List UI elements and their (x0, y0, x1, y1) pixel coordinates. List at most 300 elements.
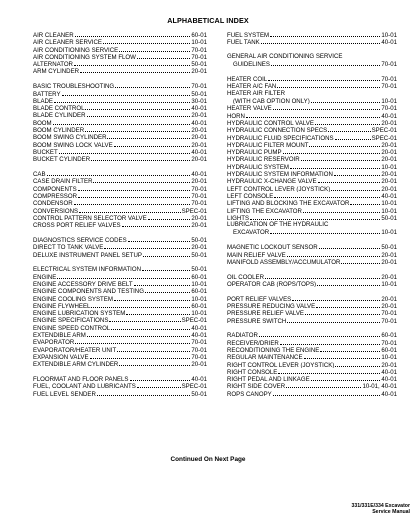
index-entry[interactable] (33, 155, 207, 162)
index-entry-page: 50-01 (191, 251, 207, 258)
dot-leader (311, 97, 381, 103)
dot-leader (335, 134, 371, 140)
index-entry[interactable] (33, 192, 207, 199)
index-entry-name: BOOM (33, 119, 52, 127)
index-entry[interactable] (227, 207, 397, 214)
index-entry[interactable] (33, 207, 207, 214)
index-entry-name: RIGHT PEDAL AND LINKAGE (227, 376, 310, 383)
index-entry-name: HYDRAULIC RESERVOIR (227, 156, 300, 163)
index-entry-page: 40-01 (381, 112, 397, 119)
dot-leader (278, 368, 380, 374)
index-entry-name: FUEL, COOLANT AND LUBRICANTS (33, 383, 136, 390)
index-entry[interactable] (227, 258, 397, 265)
index-entry-page: 40-01 (191, 171, 207, 178)
dot-leader (305, 309, 380, 315)
index-entry[interactable] (227, 331, 397, 338)
index-entry-name: ENGINE FLYWHEEL (33, 302, 91, 310)
index-entry[interactable] (33, 126, 207, 133)
index-entry-page: 20-01 (381, 149, 397, 156)
index-entry[interactable] (227, 339, 397, 346)
section-gap (33, 75, 207, 83)
index-entry-name: GUIDELINES (233, 61, 270, 68)
dot-leader (93, 177, 190, 183)
index-entry-name: MAIN RELIEF VALVE (227, 251, 286, 258)
index-entry[interactable] (227, 382, 397, 389)
index-entry[interactable] (33, 316, 207, 323)
index-entry-page: 70-01 (191, 46, 207, 53)
index-entry-page: 60-01 (191, 288, 207, 295)
index-entry[interactable] (33, 97, 207, 104)
index-entry-page: 20-01 (381, 361, 397, 368)
section-gap (227, 265, 397, 273)
index-entry-page: 70-01 (191, 185, 207, 192)
dot-leader (316, 302, 380, 308)
index-entry-page: 70-01 (191, 83, 207, 90)
index-entry[interactable] (33, 382, 207, 389)
dot-leader (111, 324, 190, 330)
index-entry[interactable] (33, 38, 207, 45)
dot-leader (74, 199, 191, 205)
dot-leader (119, 360, 190, 366)
index-entry-name: BATTERY (33, 90, 61, 97)
index-entry-name: MANIFOLD ASSEMBLY/ACCUMULATOR (227, 258, 341, 266)
dot-leader (309, 141, 380, 147)
index-entry-name: PRESSURE SWITCH (227, 317, 287, 324)
dot-leader (318, 177, 381, 183)
index-entry-page: SPEC-01 (371, 134, 397, 141)
index-entry[interactable] (33, 338, 207, 345)
dot-leader (75, 31, 191, 37)
dot-leader (273, 104, 381, 110)
page-title: ALPHABETICAL INDEX (167, 16, 249, 25)
index-entry-page: 20-01 (381, 119, 397, 127)
index-entry[interactable] (33, 295, 207, 302)
index-entry-page: 70-01 (191, 339, 207, 346)
index-entry[interactable] (33, 375, 207, 382)
dot-leader (62, 90, 191, 96)
dot-leader (329, 221, 396, 226)
index-entry-name: CONDENSOR (33, 200, 73, 207)
dot-leader (80, 67, 190, 73)
index-entry[interactable] (33, 141, 207, 148)
index-entry[interactable] (33, 82, 207, 89)
index-entry-name: ENGINE COOLING SYSTEM (33, 295, 113, 302)
index-entry[interactable] (33, 46, 207, 53)
dot-leader (270, 228, 380, 234)
index-entry-name: HYDRAULIC SYSTEM (227, 163, 289, 171)
index-entry-page: 50-01 (191, 390, 207, 397)
dot-leader (114, 141, 191, 147)
index-entry-name: LIFTING AND BLOCKING THE EXCAVATOR (227, 200, 350, 207)
index-entry[interactable] (227, 317, 397, 324)
index-entry[interactable] (227, 273, 397, 280)
index-entry[interactable] (227, 60, 397, 67)
dot-leader (334, 170, 381, 176)
index-entry[interactable] (33, 236, 207, 243)
index-entry-name: DIAGNOSTICS SERVICE CODES (33, 236, 127, 244)
index-entry[interactable] (33, 360, 207, 367)
index-entry-name: RIGHT CONTROL LEVER (JOYSTICK) (227, 361, 335, 368)
dot-leader (273, 390, 381, 396)
index-entry-name: FLOORMAT AND FLOOR PANELS (33, 375, 129, 383)
index-entry-name: EXTENDIBLE ARM CYLINDER (33, 361, 119, 368)
index-entry[interactable] (33, 214, 207, 221)
index-entry-name: RIGHT SIDE COVER (227, 383, 286, 390)
index-entry[interactable] (227, 31, 397, 38)
index-entry-name: HEATER VALVE (227, 105, 272, 112)
index-entry-name: EVAPORATOR (33, 339, 75, 346)
dot-leader (290, 163, 380, 169)
index-entry-name: ALTERNATOR (33, 61, 73, 68)
index-entry-page: 60-01 (191, 273, 207, 280)
index-entry-page: 20-01 (191, 222, 207, 229)
index-entry[interactable] (227, 97, 397, 104)
index-entry-page: 70-01 (191, 200, 207, 207)
index-entry-page: 20-01 (191, 361, 207, 368)
index-entry[interactable] (227, 309, 397, 316)
index-entry-name: BLADE (33, 97, 53, 105)
dot-leader (137, 53, 190, 59)
index-entry-page: 50-01 (191, 266, 207, 273)
index-entry-page: 40-01 (381, 376, 397, 383)
index-entry-name: ENGINE (33, 273, 57, 280)
dot-leader (259, 331, 380, 337)
index-entry-page: 20-01 (381, 171, 397, 178)
index-entry-name: HYDRAULIC CONNECTION SPECS (227, 127, 328, 134)
index-entry[interactable] (227, 53, 397, 60)
dot-leader (250, 214, 380, 220)
continued-note: Continued On Next Page (170, 456, 246, 463)
index-entry[interactable] (227, 228, 397, 235)
index-entry-name: BOOM CYLINDER (33, 127, 85, 134)
index-entry-page: 10-01, 40-01 (362, 383, 397, 390)
index-entry-name: PRESSURE REDUCING VALVE (227, 303, 316, 310)
dot-leader (311, 375, 381, 381)
index-entry[interactable] (33, 177, 207, 184)
index-entry[interactable] (227, 75, 397, 82)
index-entry-page: 40-01 (381, 39, 397, 46)
index-entry[interactable] (227, 368, 397, 375)
index-entry-page: 70-01 (381, 310, 397, 317)
index-entry-page: 20-01 (191, 127, 207, 134)
index-entry-page: 70-01 (191, 53, 207, 61)
index-entry-page: 10-01 (191, 280, 207, 288)
index-entry-name: EVAPORATOR/HEATER UNIT (33, 346, 117, 353)
dot-leader (274, 192, 380, 198)
index-entry-page: 20-01 (381, 258, 397, 266)
index-entry-page: SPEC-01 (181, 383, 207, 390)
index-entry-name: ROPS CANOPY (227, 390, 272, 398)
index-entry-page: 20-01 (191, 244, 207, 251)
index-entry-page: 40-01 (191, 105, 207, 112)
index-entry-page: 10-01 (381, 98, 397, 105)
index-entry[interactable] (33, 170, 207, 177)
index-entry[interactable] (33, 90, 207, 97)
dot-leader (91, 302, 190, 308)
index-entry[interactable] (33, 243, 207, 250)
index-entry-name: HEATER COIL (227, 76, 268, 83)
index-entry[interactable] (227, 221, 397, 228)
dot-leader (122, 221, 191, 227)
index-entry-page: 20-01 (191, 141, 207, 148)
index-entry-name: HYDRAULIC FILTER MOUNT (227, 141, 309, 149)
index-entry-page: 20-01 (381, 178, 397, 185)
index-entry[interactable] (227, 346, 397, 353)
index-entry-name: BLADE CYLINDER (33, 112, 86, 119)
index-entry-page: 10-01 (381, 200, 397, 207)
dot-leader (109, 316, 180, 322)
index-entry-name: LEFT CONSOLE (227, 192, 274, 200)
dot-leader (47, 170, 191, 176)
index-entry-name: PORT RELIEF VALVES (227, 295, 292, 302)
dot-leader (283, 148, 381, 154)
dot-leader (287, 251, 381, 257)
index-entry-name: HYDRAULIC CONTROL VALVE (227, 119, 314, 127)
index-entry-name: CAB (33, 171, 46, 178)
index-entry[interactable] (33, 353, 207, 360)
index-entry-name: RECONDITIONING THE ENGINE (227, 346, 320, 354)
index-entry-page: 10-01 (381, 207, 397, 214)
dot-leader (270, 31, 380, 37)
dot-leader (54, 97, 190, 103)
index-entry-name: LUBRICATION OF THE HYDRAULIC (227, 221, 329, 229)
index-entry-page: SPEC-01 (181, 207, 207, 214)
index-entry[interactable] (33, 119, 207, 126)
dot-leader (97, 390, 191, 396)
index-entry[interactable] (227, 170, 397, 177)
dot-leader (91, 155, 190, 161)
index-entry-name: LIGHTS (227, 214, 250, 222)
index-entry[interactable] (227, 148, 397, 155)
dot-leader (53, 119, 191, 125)
index-entry-name: COMPONENTS (33, 185, 77, 192)
index-entry-name: GENERAL AIR CONDITIONING SERVICE (227, 53, 343, 61)
index-entry[interactable] (33, 148, 207, 155)
dot-leader (280, 339, 381, 345)
index-entry[interactable] (33, 324, 207, 331)
index-entry[interactable] (33, 265, 207, 272)
index-entry[interactable] (33, 67, 207, 74)
index-entry-name: COMPRESSOR (33, 192, 78, 200)
index-entry-name: RIGHT CONSOLE (227, 368, 278, 376)
index-entry[interactable] (33, 251, 207, 258)
index-entry[interactable] (227, 214, 397, 221)
index-entry-name: REGULAR MAINTENANCE (227, 354, 303, 361)
index-entry-page: 10-01 (381, 229, 397, 236)
index-entry-name: HEATER A/C FAN (227, 83, 277, 90)
index-entry-page: 70-01 (381, 339, 397, 346)
index-entry[interactable] (227, 104, 397, 111)
index-entry[interactable] (227, 119, 397, 126)
dot-leader (341, 258, 380, 264)
section-gap (33, 367, 207, 375)
dot-leader (317, 280, 380, 286)
index-entry[interactable] (33, 280, 207, 287)
index-entry[interactable] (33, 331, 207, 338)
index-entry[interactable] (33, 133, 207, 140)
dot-leader (137, 382, 181, 388)
index-entry-page: 50-01 (381, 244, 397, 251)
index-entry-name: ENGINE LUBRICATION SYSTEM (33, 310, 126, 317)
index-entry[interactable] (33, 185, 207, 192)
index-entry-page: 50-01 (191, 90, 207, 97)
index-entry-page: 40-01 (191, 148, 207, 156)
index-entry[interactable] (227, 280, 397, 287)
index-entry[interactable] (33, 346, 207, 353)
dot-leader (57, 273, 190, 279)
index-entry-name: ENGINE ACCESSORY DRIVE BELT (33, 280, 133, 288)
dot-leader (142, 265, 190, 271)
index-entry-name: EXTENDIBLE ARM (33, 331, 86, 339)
index-entry-name: BASIC TROUBLESHOOTING (33, 83, 115, 90)
index-entry-page: 70-01 (381, 105, 397, 112)
index-entry[interactable] (227, 302, 397, 309)
dot-leader (261, 38, 381, 44)
index-entry[interactable] (33, 199, 207, 206)
index-entry-page: 20-01 (381, 141, 397, 149)
index-entry[interactable] (33, 104, 207, 111)
index-entry-page: 70-01 (381, 61, 397, 68)
index-entry-page: 60-01 (381, 332, 397, 339)
index-entry[interactable] (227, 243, 397, 250)
dot-leader (85, 104, 190, 110)
index-entry-page: 20-01 (191, 134, 207, 141)
index-entry[interactable] (227, 295, 397, 302)
index-entry-page: 40-01 (381, 390, 397, 398)
index-entry-page: 20-01 (381, 156, 397, 163)
dot-leader (320, 346, 380, 352)
index-entry-name: RECEIVER/DRIER (227, 339, 279, 346)
dot-leader (79, 207, 181, 213)
index-entry-name: HEATER AIR FILTER (227, 89, 286, 97)
index-entry[interactable] (33, 60, 207, 67)
section-gap (33, 228, 207, 236)
index-entry[interactable] (33, 31, 207, 38)
dot-leader (145, 287, 190, 293)
index-entry-page: 20-01 (191, 68, 207, 75)
index-entry-page: 70-01 (191, 192, 207, 200)
index-entry-page: 10-01 (191, 310, 207, 317)
index-entry-page: 60-01 (191, 302, 207, 310)
dot-leader (117, 346, 190, 352)
index-entry[interactable] (33, 309, 207, 316)
index-entry-name: AIR CLEANER (33, 32, 74, 39)
index-entry[interactable] (227, 112, 397, 119)
index-entry[interactable] (33, 390, 207, 397)
dot-leader (104, 243, 190, 249)
dot-leader (148, 214, 191, 220)
index-entry[interactable] (227, 375, 397, 382)
index-entry-name: AIR CONDITIONING SERVICE (33, 46, 119, 53)
index-entry[interactable] (33, 53, 207, 60)
dot-leader (143, 251, 190, 257)
index-entry-page: 20-01 (381, 251, 397, 258)
index-entry-name: ENGINE SPECIFICATIONS (33, 317, 109, 324)
index-entry-name: FUEL SYSTEM (227, 32, 270, 39)
index-entry-page: 40-01 (191, 119, 207, 127)
section-gap (227, 68, 397, 76)
index-column-right (227, 31, 397, 397)
index-entry[interactable] (227, 155, 397, 162)
section-gap (227, 324, 397, 332)
dot-leader (78, 192, 190, 198)
dot-leader (350, 199, 380, 205)
dot-leader (331, 185, 380, 191)
index-entry[interactable] (227, 163, 397, 170)
index-entry-page: 40-01 (381, 192, 397, 200)
index-entry-page: 40-01 (191, 331, 207, 339)
dot-leader (328, 126, 370, 132)
index-entry-page: 10-01 (191, 39, 207, 46)
index-entry-name: HORN (227, 112, 245, 119)
index-entry-page: 30-01 (191, 97, 207, 105)
index-entry[interactable] (33, 221, 207, 228)
model-name: 331/331E/334 Excavator (351, 503, 410, 509)
index-entry[interactable] (227, 199, 397, 206)
dot-leader (85, 126, 190, 132)
manual-type: Service Manual (372, 509, 410, 516)
index-entry[interactable] (227, 38, 397, 45)
dot-leader (287, 317, 380, 323)
index-entry-page: 40-01 (191, 375, 207, 383)
index-entry[interactable] (33, 111, 207, 118)
index-entry[interactable] (227, 90, 397, 97)
index-entry[interactable] (227, 126, 397, 133)
dot-leader (315, 119, 380, 125)
index-entry-page: 10-01 (381, 163, 397, 171)
index-entry[interactable] (227, 192, 397, 199)
index-entry-name: HYDRAULIC PUMP (227, 149, 282, 156)
index-entry-name: ARM CYLINDER (33, 68, 80, 75)
index-entry-page: 50-01 (191, 61, 207, 68)
dot-leader (277, 82, 380, 88)
index-entry-page: 20-01 (381, 185, 397, 192)
dot-leader (115, 82, 190, 88)
index-entry-page: 60-01 (191, 32, 207, 39)
index-entry[interactable] (227, 134, 397, 141)
section-gap (227, 46, 397, 54)
index-entry-name: MAGNETIC LOCKOUT SENSOR (227, 244, 318, 251)
index-entry-name: HYDRAULIC FLUID SPECIFICATIONS (227, 134, 334, 141)
index-entry-name: DELUXE INSTRUMENT PANEL SETUP (33, 251, 142, 258)
index-entry[interactable] (227, 82, 397, 89)
index-entry[interactable] (33, 287, 207, 294)
index-entry[interactable] (227, 185, 397, 192)
index-entry-name: BUCKET (33, 148, 58, 156)
index-entry-name: AIR CLEANER SERVICE (33, 39, 102, 46)
dot-leader (126, 309, 190, 315)
index-entry[interactable] (227, 353, 397, 360)
index-entry-name: BLADE CONTROL (33, 105, 85, 112)
index-entry-page: 50-01 (381, 214, 397, 222)
index-entry[interactable] (227, 390, 397, 397)
index-entry[interactable] (227, 177, 397, 184)
dot-leader (75, 338, 190, 344)
index-entry-name: BOOM SWING CYLINDER (33, 134, 107, 141)
index-entry[interactable] (33, 273, 207, 280)
index-entry-page: 70-01 (191, 346, 207, 353)
section-gap (33, 258, 207, 266)
index-entry[interactable] (33, 302, 207, 309)
index-entry[interactable] (227, 251, 397, 258)
index-entry[interactable] (227, 141, 397, 148)
index-entry-page: 10-01 (381, 280, 397, 288)
index-entry-page: 10-01 (381, 32, 397, 39)
index-entry-page: 60-01 (381, 346, 397, 354)
dot-leader (286, 90, 396, 95)
index-entry[interactable] (227, 361, 397, 368)
dot-leader (134, 280, 191, 286)
